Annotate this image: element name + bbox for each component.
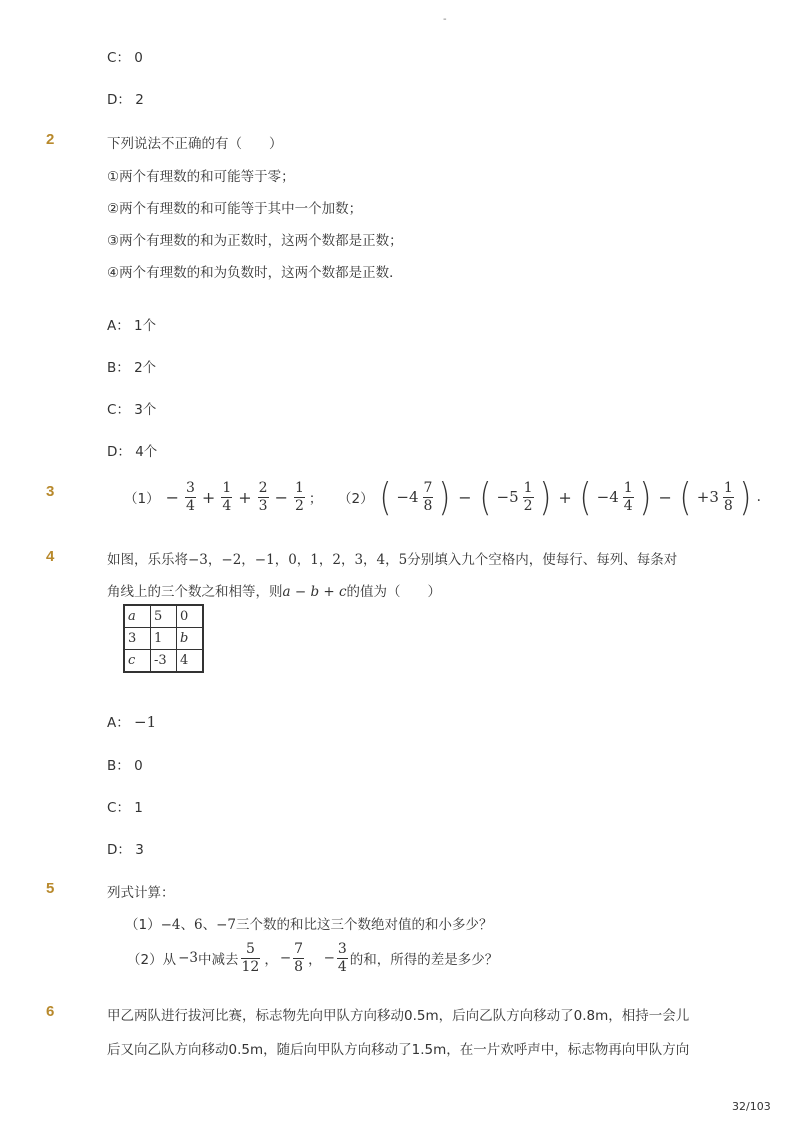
mixed-int: −4 <box>596 488 619 506</box>
q6-line-1: 甲乙两队进行拔河比赛，标志物先向甲队方向移动0.5m，后向乙队方向移动了0.8m，相持一会儿 <box>107 1008 690 1024</box>
text: 的和，所得的差是多少？ <box>349 952 499 968</box>
q5-part2 <box>125 935 498 981</box>
separator: ， <box>308 952 322 968</box>
semicolon: ； <box>308 491 323 507</box>
q2-statement-3: ③两个有理数的和为正数时，这两个数都是正数； <box>107 233 403 249</box>
option-text: 3 <box>135 842 144 858</box>
option-text: 3个 <box>134 402 157 418</box>
fraction: $\frac{1}{4}$ <box>222 480 232 514</box>
period: . <box>756 489 761 505</box>
option-letter: C <box>107 50 117 66</box>
grid-row <box>124 650 203 673</box>
mixed-int: −4 <box>396 488 419 506</box>
minus-sign: − <box>458 487 472 507</box>
q4-option-a[interactable]: A： −1 <box>107 713 157 731</box>
fraction: $\frac{5}{12}$ <box>241 941 260 975</box>
page-number: 32/103 <box>732 1100 771 1113</box>
option-letter: C <box>107 402 117 418</box>
mixed-int: −5 <box>496 488 519 506</box>
number: −3 <box>178 950 198 966</box>
fraction: $\frac{1}{2}$ <box>294 480 304 514</box>
fraction: $\frac{1}{8}$ <box>723 480 733 514</box>
q5-number: 5 <box>46 880 55 897</box>
q3-part1-label: （1） <box>124 491 160 507</box>
minus-sign: − <box>165 487 179 507</box>
option-letter: D <box>107 842 118 858</box>
minus-sign: − <box>274 487 288 507</box>
grid-cell: 3 <box>124 628 151 650</box>
plus-sign: + <box>238 487 252 507</box>
minus-sign: − <box>658 487 672 507</box>
q2-option-b[interactable]: B： 2个 <box>107 360 157 376</box>
option-text: 2个 <box>134 360 157 376</box>
label: （2）从 <box>127 952 177 968</box>
label: （1） <box>125 917 161 933</box>
grid-cell: 1 <box>151 628 177 650</box>
grid-row <box>124 605 203 628</box>
fraction: $\frac{1}{2}$ <box>523 480 533 514</box>
text: 分别填入九个空格内，使每行、每列、每条对 <box>407 552 678 568</box>
grid-cell: 5 <box>151 605 177 628</box>
magic-square-grid <box>123 604 204 673</box>
q6-number: 6 <box>46 1003 55 1020</box>
header-mark: - <box>443 14 447 25</box>
q1-option-c[interactable]: C： 0 <box>107 50 143 66</box>
separator: ， <box>264 952 278 968</box>
q3-part2: （2） ( −4 $\frac{7}{8}$ ) − ( −5 $\frac{1}{2}$ ) + ( −4 $\frac{1}{4}$ ) − ( +3 $\frac{1}{8}$ ) . <box>338 475 761 519</box>
option-text: 1个 <box>134 318 157 334</box>
q4-line-1 <box>107 548 677 568</box>
text: 角线上的三个数之和相等，则 <box>107 584 283 600</box>
option-letter: B <box>107 758 117 774</box>
q2-statement-2: ②两个有理数的和可能等于其中一个加数； <box>107 201 363 217</box>
option-text: 0 <box>134 50 143 66</box>
text: 如图，乐乐将 <box>107 552 188 568</box>
q5-stem: 列式计算： <box>107 885 175 901</box>
q3-part2-label: （2） <box>338 491 374 507</box>
option-text: 4个 <box>135 444 158 460</box>
grid-cell: 0 <box>177 605 204 628</box>
grid-cell: c <box>124 650 151 673</box>
option-letter: A <box>107 715 117 731</box>
grid-row <box>124 628 203 650</box>
grid-cell: a <box>124 605 151 628</box>
text: 中减去 <box>198 952 239 968</box>
q2-option-a[interactable]: A： 1个 <box>107 318 157 334</box>
mixed-int: +3 <box>696 488 719 506</box>
fraction: $\frac{7}{8}$ <box>294 941 304 975</box>
q3-number: 3 <box>46 483 55 500</box>
option-text: 2 <box>135 92 144 108</box>
fraction: $\frac{7}{8}$ <box>423 480 433 514</box>
q3-part1 <box>122 472 324 522</box>
fraction: $\frac{1}{4}$ <box>623 480 633 514</box>
option-text: 0 <box>134 758 143 774</box>
q2-statement-1: ①两个有理数的和可能等于零； <box>107 169 295 185</box>
q2-option-c[interactable]: C： 3个 <box>107 402 157 418</box>
number-list: −3，−2，−1，0，1，2，3，4，5 <box>188 552 408 568</box>
grid-cell: b <box>177 628 204 650</box>
q4-option-c[interactable]: C： 1 <box>107 800 143 816</box>
option-letter: B <box>107 360 117 376</box>
q4-number: 4 <box>46 548 55 565</box>
option-letter: D <box>107 444 118 460</box>
q2-number: 2 <box>46 131 55 148</box>
option-text: 1 <box>134 800 143 816</box>
minus-sign: − <box>323 950 335 966</box>
minus-sign: − <box>279 950 292 966</box>
option-letter: A <box>107 318 117 334</box>
grid-cell: -3 <box>151 650 177 673</box>
q1-option-d[interactable]: D： 2 <box>107 92 144 108</box>
option-letter: D <box>107 92 118 108</box>
text: 的值为（ ） <box>346 584 442 600</box>
q2-option-d[interactable]: D： 4个 <box>107 444 158 460</box>
q4-option-d[interactable]: D： 3 <box>107 842 144 858</box>
fraction: $\frac{2}{3}$ <box>258 480 268 514</box>
expression: a − b + c <box>282 584 347 600</box>
q2-statement-4: ④两个有理数的和为负数时，这两个数都是正数． <box>107 265 403 281</box>
q5-part1 <box>125 913 492 933</box>
q4-line-2 <box>107 580 441 600</box>
q6-line-2: 后又向乙队方向移动0.5m，随后向甲队方向移动了1.5m，在一片欢呼声中，标志物再向甲队方向 <box>107 1042 690 1058</box>
fraction: $\frac{3}{4}$ <box>186 480 195 514</box>
plus-sign: + <box>201 487 216 507</box>
grid-cell: 4 <box>177 650 204 673</box>
q4-option-b[interactable]: B： 0 <box>107 758 143 774</box>
option-letter: C <box>107 800 117 816</box>
number-list: −4、6、−7 <box>160 917 236 933</box>
option-text: −1 <box>134 713 157 731</box>
text: 三个数的和比这三个数绝对值的和小多少？ <box>235 917 493 933</box>
plus-sign: + <box>558 487 572 507</box>
q2-stem: 下列说法不正确的有（ ） <box>107 136 283 152</box>
fraction: $\frac{3}{4}$ <box>337 941 347 975</box>
